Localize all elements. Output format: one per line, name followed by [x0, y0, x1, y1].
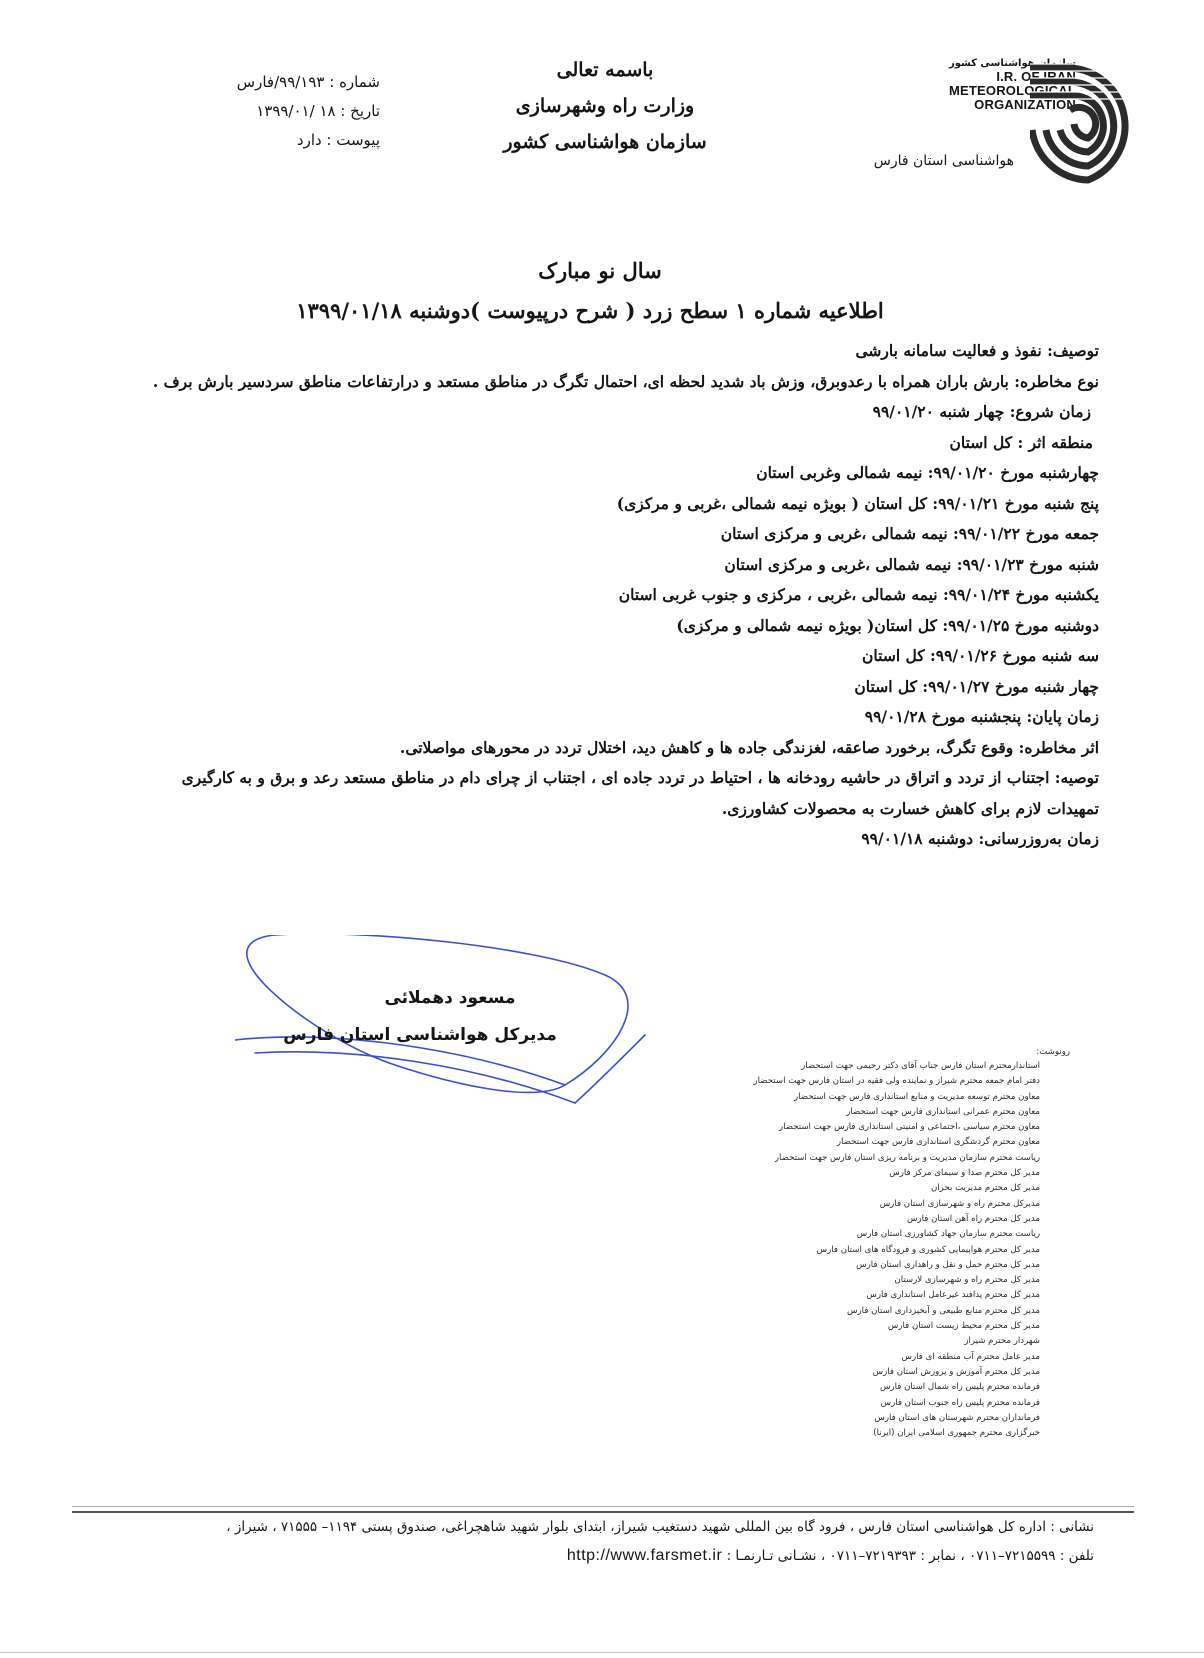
copies-item: مدیر کل محترم مدیریت بحران [930, 1183, 1040, 1194]
copies-heading: رونوشت: [1036, 1047, 1070, 1057]
hazard-type-line: نوع مخاطره: بارش باران همراه با رعدوبرق، وزش باد شدید لحظه ای، احتمال تگرگ در مناطق مستعد و درارتفاعات مناطق سردسیر بارش برف . [152, 371, 1099, 391]
updated-line: زمان به‌روزرسانی: دوشنبه ۹۹/۰۱/۱۸ [861, 829, 1099, 848]
signatory-title: مدیرکل هواشناسی استان فارس [283, 1025, 557, 1045]
greeting-title: سال نو مبارک [538, 258, 662, 283]
copies-item: مدیر کل محترم منابع طبیعی و آبخیزداری استان فارس [846, 1305, 1040, 1316]
letter-date: تاریخ : ۱۸ /۱۳۹۹/۰۱ [256, 102, 380, 120]
hazard-effect-line: اثر مخاطره: وقوع تگرگ، برخورد صاعقه، لغزندگی جاده ها و کاهش دید، اختلال تردد در محورهای مواصلاتی. [399, 737, 1099, 757]
daily-forecast-line: چهارشنبه مورخ ۹۹/۰۱/۲۰: نیمه شمالی وغربی استان [756, 463, 1099, 482]
copies-item: معاون محترم سیاسی ،اجتماعی و امنیتی استانداری فارس جهت استحضار [778, 1122, 1040, 1133]
logo-org-fa-small: سازمان هواشناسی کشور [948, 58, 1076, 69]
copies-item: مدیر کل محترم صدا و سیمای مرکز فارس [889, 1168, 1040, 1179]
daily-forecast-line: جمعه مورخ ۹۹/۰۱/۲۲: نیمه شمالی ،غربی و مرکزی استان [720, 524, 1099, 543]
organization-name: سازمان هواشناسی کشور [503, 131, 707, 153]
copies-item: مدیر کل محترم آموزش و پرورش استان فارس [872, 1366, 1040, 1377]
page-bottom-edge [0, 1652, 1204, 1653]
daily-forecast-line: پنج شنبه مورخ ۹۹/۰۱/۲۱: کل استان ( بویژه نیمه شمالی ،غربی و مرکزی) [616, 493, 1099, 513]
daily-forecast-line: دوشنبه مورخ ۹۹/۰۱/۲۵: کل استان( بویژه نیمه شمالی و مرکزی) [676, 615, 1099, 635]
footer-divider [72, 1511, 1134, 1513]
copies-item: فرمانده محترم پلیس راه شمال استان فارس [879, 1382, 1040, 1393]
copies-item: فرمانده محترم پلیس راه جنوب استان فارس [880, 1397, 1040, 1408]
letter-attachment: پیوست : دارد [296, 131, 380, 149]
footer-website-link[interactable]: http://www.farsmet.ir [566, 1547, 723, 1564]
copies-item: استاندارمحترم استان فارس جناب آقای دکتر رحیمی جهت استحضار [801, 1061, 1040, 1071]
letter-number: شماره : ۹۹/۱۹۳/فارس [236, 73, 380, 91]
basmala: باسمه تعالی [556, 59, 654, 81]
copies-item: فرمانداران محترم شهرستان های استان فارس [874, 1412, 1040, 1423]
letter-meta [200, 68, 380, 155]
footer-contact [567, 1547, 1094, 1565]
copies-item: مدیر کل محترم محیط زیست استان فارس [887, 1321, 1040, 1332]
copies-list [753, 1045, 1070, 1441]
logo-en-line2: METEOROLOGICAL [948, 83, 1076, 98]
meteorological-organization-logo-icon [1030, 60, 1140, 190]
copies-item: معاون محترم گردشگری استانداری فارس جهت استحضار [836, 1137, 1040, 1148]
description-line: توصیف: نفوذ و فعالیت سامانه بارشی [855, 341, 1099, 360]
copies-item: معاون محترم عمرانی استانداری فارس جهت استحضار [846, 1106, 1040, 1117]
copies-item: مدیر کل محترم حمل و نقل و راهداری استان فارس [856, 1259, 1040, 1270]
copies-item: مدیر کل محترم راه و شهرسازی لارستان [894, 1275, 1040, 1286]
daily-forecast-line: چهار شنبه مورخ ۹۹/۰۱/۲۷: کل استان [854, 676, 1099, 696]
footer-phones: تلفن : ۷۲۱۵۵۹۹–۰۷۱۱ ، نمابر : ۷۲۱۹۳۹۳–۰۷۱۱ ، نشـانی تـارنمـا : [726, 1548, 1094, 1564]
signatory-name: مسعود دهملائی [384, 988, 516, 1008]
copies-item: شهردار محترم شیراز [964, 1336, 1040, 1347]
affected-area-line: منطقه اثر : کل استان [949, 432, 1093, 452]
start-time-line: زمان شروع: چهار شنبه ۹۹/۰۱/۲۰ [872, 402, 1091, 421]
copies-item: ریاست محترم سازمان مدیریت و برنامه ریزی استان فارس جهت استحضار [774, 1152, 1040, 1163]
copies-item: مدیر کل محترم پدافند غیرعامل استانداری فارس [866, 1290, 1040, 1301]
daily-forecast-line: یکشنبه مورخ ۹۹/۰۱/۲۴: نیمه شمالی ،غربی ، مرکزی و جنوب غربی استان [618, 585, 1099, 604]
footer-divider-thin [72, 1506, 1134, 1507]
copies-item: مدیر کل محترم هواپیمایی کشوری و فرودگاه های استان فارس [816, 1244, 1040, 1255]
copies-item: معاون محترم توسعه مدیریت و منابع استانداری فارس جهت استحضار [793, 1091, 1040, 1102]
copies-item: خبرگزاری محترم جمهوری اسلامی ایران (ایرنا) [873, 1428, 1040, 1439]
recommendation-line: توصیه: اجتناب از تردد و اتراق در حاشیه رودخانه ها ، احتیاط در تردد جاده ای ، اجتناب از چرای دام در مناطق مستعد رعد و برق و به کارگیری تمهیدات لازم برای کاهش خسارت به محصولات کشاورزی. [181, 768, 1099, 818]
copies-item: دفتر امام جمعه محترم شیراز و نماینده ولی فقیه در استان فارس جهت استحضار [753, 1076, 1040, 1087]
copies-item: مدیرکل محترم راه و شهرسازی استان فارس [879, 1198, 1040, 1209]
copies-item: مدیر عامل محترم آب منطقه ای فارس [901, 1351, 1040, 1362]
copies-item: مدیر کل محترم راه آهن استان فارس [906, 1213, 1040, 1224]
daily-forecast-line: شنبه مورخ ۹۹/۰۱/۲۳: نیمه شمالی ،غربی و مرکزی استان [724, 554, 1099, 574]
end-time-line: زمان پایان: پنجشنبه مورخ ۹۹/۰۱/۲۸ [864, 707, 1099, 726]
logo-branch-name: هواشناسی استان فارس [873, 153, 1014, 169]
copies-item: ریاست محترم سازمان جهاد کشاورزی استان فارس [856, 1229, 1040, 1240]
letterhead-center [440, 52, 770, 160]
logo-en-line1: I.R. OF IRAN [996, 69, 1076, 84]
footer-address: نشانی : اداره کل هواشناسی استان فارس ، فرود گاه بین المللی شهید دستغیب شیراز، ابتدای بلوار شهید شاهچراغی، صندوق پستی ۱۱۹۴– ۷۱۵۵۵ ، شیراز ، [226, 1519, 1094, 1535]
notice-body [149, 336, 1099, 855]
logo-en-line3: ORGANIZATION [974, 97, 1076, 112]
notice-title: اطلاعیه شماره ۱ سطح زرد ( شرح درپیوست )دوشنبه ۱۳۹۹/۰۱/۱۸ [296, 298, 884, 323]
daily-forecast-line: سه شنبه مورخ ۹۹/۰۱/۲۶: کل استان [862, 646, 1099, 665]
ministry-name: وزارت راه وشهرسازی [515, 95, 695, 117]
